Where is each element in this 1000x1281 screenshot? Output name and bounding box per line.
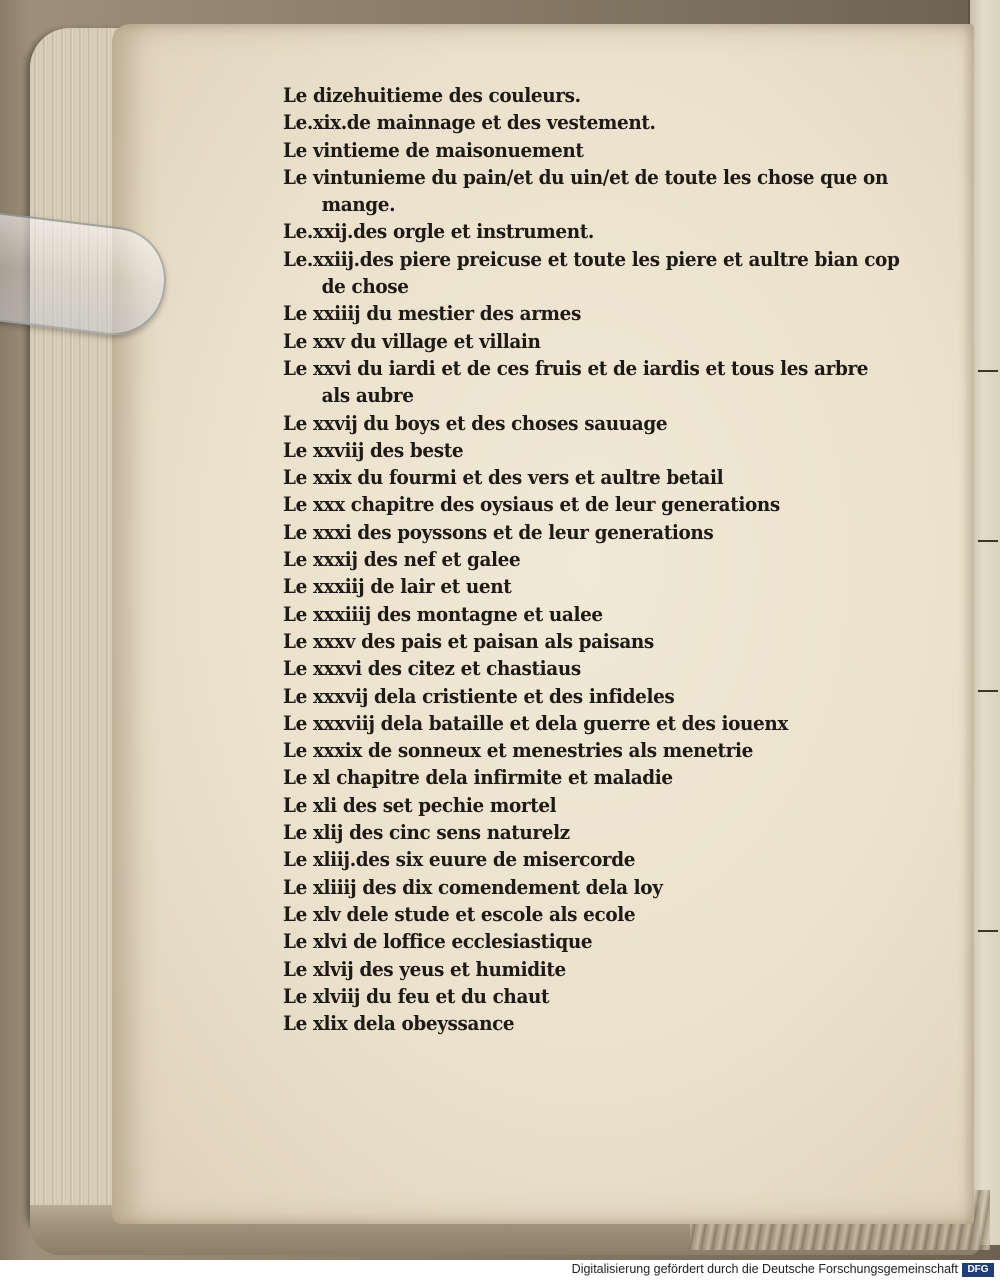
toc-line: Le xl chapitre dela infirmite et maladie: [283, 765, 673, 790]
toc-line: Le xli des set pechie mortel: [283, 792, 557, 817]
toc-line: Le xxxix de sonneux et menestries als menetrie: [283, 738, 753, 763]
toc-line: Le xxxiiij des montagne et ualee: [283, 601, 603, 626]
toc-line: Le vintunieme du pain/et du uin/et de toute les chose que on: [283, 164, 888, 189]
toc-line: Le xlviij du feu et du chaut: [283, 983, 550, 1008]
footer-credit: Digitalisierung gefördert durch die Deutsche Forschungsgemeinschaft: [571, 1262, 958, 1276]
toc-line: de chose: [321, 274, 409, 299]
toc-line: Le xxv du village et villain: [283, 328, 541, 353]
toc-line: Le xliij.des six euure de misercorde: [283, 847, 636, 872]
toc-line: Le.xxij.des orgle et instrument.: [283, 219, 594, 244]
toc-line: Le xlix dela obeyssance: [283, 1011, 515, 1036]
dfg-logo: DFG: [962, 1263, 994, 1277]
toc-line: Le xxvi du iardi et de ces fruis et de iardis et tous les arbre: [283, 355, 869, 380]
toc-line: Le xxxi des poyssons et de leur generations: [283, 519, 714, 544]
toc-line: Le xxvij du boys et des choses sauuage: [283, 410, 668, 435]
footer-bar: [0, 1260, 1000, 1281]
toc-line: Le.xxiij.des piere preicuse et toute les piere et aultre bian cop: [283, 246, 900, 271]
toc-line: Le xlvij des yeus et humidite: [283, 956, 566, 981]
toc-line: Le xxxvi des citez et chastiaus: [283, 656, 581, 681]
toc-line: mange.: [321, 192, 396, 217]
toc-line: Le xxxvij dela cristiente et des infideles: [283, 683, 675, 708]
toc-line: Le xxxv des pais et paisan als paisans: [283, 628, 654, 653]
toc-line: Le xxxviij dela bataille et dela guerre et des iouenx: [283, 710, 788, 735]
toc-line: Le xxx chapitre des oysiaus et de leur generations: [283, 492, 780, 517]
facing-page-mark: [978, 370, 998, 372]
toc-line: Le xlij des cinc sens naturelz: [283, 820, 570, 845]
toc-line: als aubre: [321, 383, 414, 408]
toc-line: Le xxiiij du mestier des armes: [283, 301, 581, 326]
toc-line: Le xlv dele stude et escole als ecole: [283, 901, 636, 926]
toc-line: Le xxxiij de lair et uent: [283, 574, 512, 599]
table-of-contents: [283, 82, 903, 1037]
toc-line: Le xxxij des nef et galee: [283, 547, 521, 572]
toc-line: Le xxix du fourmi et des vers et aultre betail: [283, 465, 724, 490]
facing-page-mark: [978, 540, 998, 542]
toc-line: Le xliiij des dix comendement dela loy: [283, 874, 663, 899]
toc-line: Le xlvi de loffice ecclesiastique: [283, 929, 593, 954]
toc-line: Le vintieme de maisonuement: [283, 137, 584, 162]
toc-line: Le dizehuitieme des couleurs.: [283, 83, 581, 107]
toc-line: Le xxviij des beste: [283, 437, 464, 462]
toc-line: Le.xix.de mainnage et des vestement.: [283, 110, 656, 135]
facing-page-mark: [978, 930, 998, 932]
facing-page-mark: [978, 690, 998, 692]
